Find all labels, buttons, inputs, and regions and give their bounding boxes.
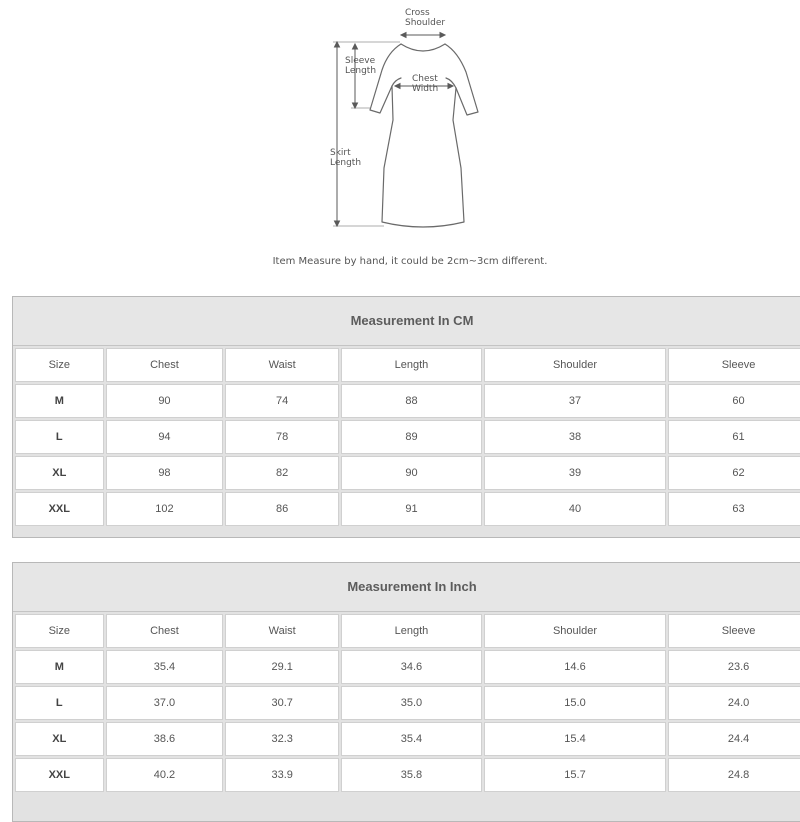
header-cell: Waist bbox=[225, 614, 339, 648]
header-cell: Chest bbox=[106, 614, 224, 648]
table-header-row bbox=[15, 614, 800, 648]
table-cell: 74 bbox=[225, 384, 339, 418]
header-cell: Length bbox=[341, 348, 482, 382]
cross-shoulder-label: Cross Shoulder bbox=[405, 8, 446, 28]
table-cell: 89 bbox=[341, 420, 482, 454]
header-cell: Size bbox=[15, 348, 104, 382]
table-cell: 24.4 bbox=[668, 722, 800, 756]
table-cell: 15.4 bbox=[484, 722, 666, 756]
table-cell: 90 bbox=[341, 456, 482, 490]
dress-left-sleeve bbox=[370, 44, 401, 113]
table-cell: 78 bbox=[225, 420, 339, 454]
measure-note: Item Measure by hand, it could be 2cm~3cm different. bbox=[272, 256, 548, 267]
table-cell: 94 bbox=[106, 420, 224, 454]
chest-width-label: Chest Width bbox=[412, 74, 439, 94]
table-cell: 39 bbox=[484, 456, 666, 490]
table-cell: 33.9 bbox=[225, 758, 339, 792]
dress-body bbox=[382, 86, 464, 227]
size-table bbox=[13, 346, 800, 528]
header-cell: Shoulder bbox=[484, 348, 666, 382]
table-cell: 35.0 bbox=[341, 686, 482, 720]
skirt-length-label: Skirt Length bbox=[330, 148, 362, 168]
table-title: Measurement In Inch bbox=[13, 563, 800, 612]
table-cell: 35.4 bbox=[341, 722, 482, 756]
table-cell: 14.6 bbox=[484, 650, 666, 684]
table-cell: 37 bbox=[484, 384, 666, 418]
table-cell: 35.8 bbox=[341, 758, 482, 792]
table-row bbox=[15, 384, 800, 418]
header-cell: Shoulder bbox=[484, 614, 666, 648]
table-cell: 29.1 bbox=[225, 650, 339, 684]
measurement-table-inch bbox=[12, 562, 800, 822]
size-cell: L bbox=[15, 686, 104, 720]
table-row bbox=[15, 650, 800, 684]
size-cell: M bbox=[15, 384, 104, 418]
measurement-diagram bbox=[0, 0, 800, 280]
table-header-row bbox=[15, 348, 800, 382]
size-cell: XL bbox=[15, 456, 104, 490]
table-cell: 60 bbox=[668, 384, 800, 418]
table-row bbox=[15, 420, 800, 454]
table-cell: 86 bbox=[225, 492, 339, 526]
dress-neckline bbox=[401, 44, 445, 51]
table-cell: 15.0 bbox=[484, 686, 666, 720]
header-cell: Size bbox=[15, 614, 104, 648]
sleeve-length-label: Sleeve Length bbox=[345, 56, 377, 76]
header-cell: Chest bbox=[106, 348, 224, 382]
table-cell: 62 bbox=[668, 456, 800, 490]
table-cell: 24.0 bbox=[668, 686, 800, 720]
table-cell: 98 bbox=[106, 456, 224, 490]
table-row bbox=[15, 492, 800, 526]
measurement-table-cm bbox=[12, 296, 800, 538]
table-cell: 23.6 bbox=[668, 650, 800, 684]
size-cell: M bbox=[15, 650, 104, 684]
header-cell: Waist bbox=[225, 348, 339, 382]
table-cell: 34.6 bbox=[341, 650, 482, 684]
table-cell: 63 bbox=[668, 492, 800, 526]
table-cell: 38.6 bbox=[106, 722, 224, 756]
table-cell: 90 bbox=[106, 384, 224, 418]
table-cell: 37.0 bbox=[106, 686, 224, 720]
header-cell: Sleeve bbox=[668, 614, 800, 648]
table-row bbox=[15, 758, 800, 792]
table-cell: 91 bbox=[341, 492, 482, 526]
table-title: Measurement In CM bbox=[13, 297, 800, 346]
table-cell: 61 bbox=[668, 420, 800, 454]
table-cell: 102 bbox=[106, 492, 224, 526]
size-cell: L bbox=[15, 420, 104, 454]
table-cell: 38 bbox=[484, 420, 666, 454]
table-cell: 24.8 bbox=[668, 758, 800, 792]
table-cell: 35.4 bbox=[106, 650, 224, 684]
table-cell: 40.2 bbox=[106, 758, 224, 792]
table-cell: 82 bbox=[225, 456, 339, 490]
table-cell: 15.7 bbox=[484, 758, 666, 792]
header-cell: Sleeve bbox=[668, 348, 800, 382]
table-cell: 30.7 bbox=[225, 686, 339, 720]
table-row bbox=[15, 686, 800, 720]
size-cell: XL bbox=[15, 722, 104, 756]
size-cell: XXL bbox=[15, 758, 104, 792]
size-cell: XXL bbox=[15, 492, 104, 526]
table-cell: 40 bbox=[484, 492, 666, 526]
table-row bbox=[15, 722, 800, 756]
header-cell: Length bbox=[341, 614, 482, 648]
dress-outline-illustration bbox=[0, 0, 800, 280]
table-cell: 88 bbox=[341, 384, 482, 418]
table-row bbox=[15, 456, 800, 490]
table-cell: 32.3 bbox=[225, 722, 339, 756]
size-table bbox=[13, 612, 800, 794]
